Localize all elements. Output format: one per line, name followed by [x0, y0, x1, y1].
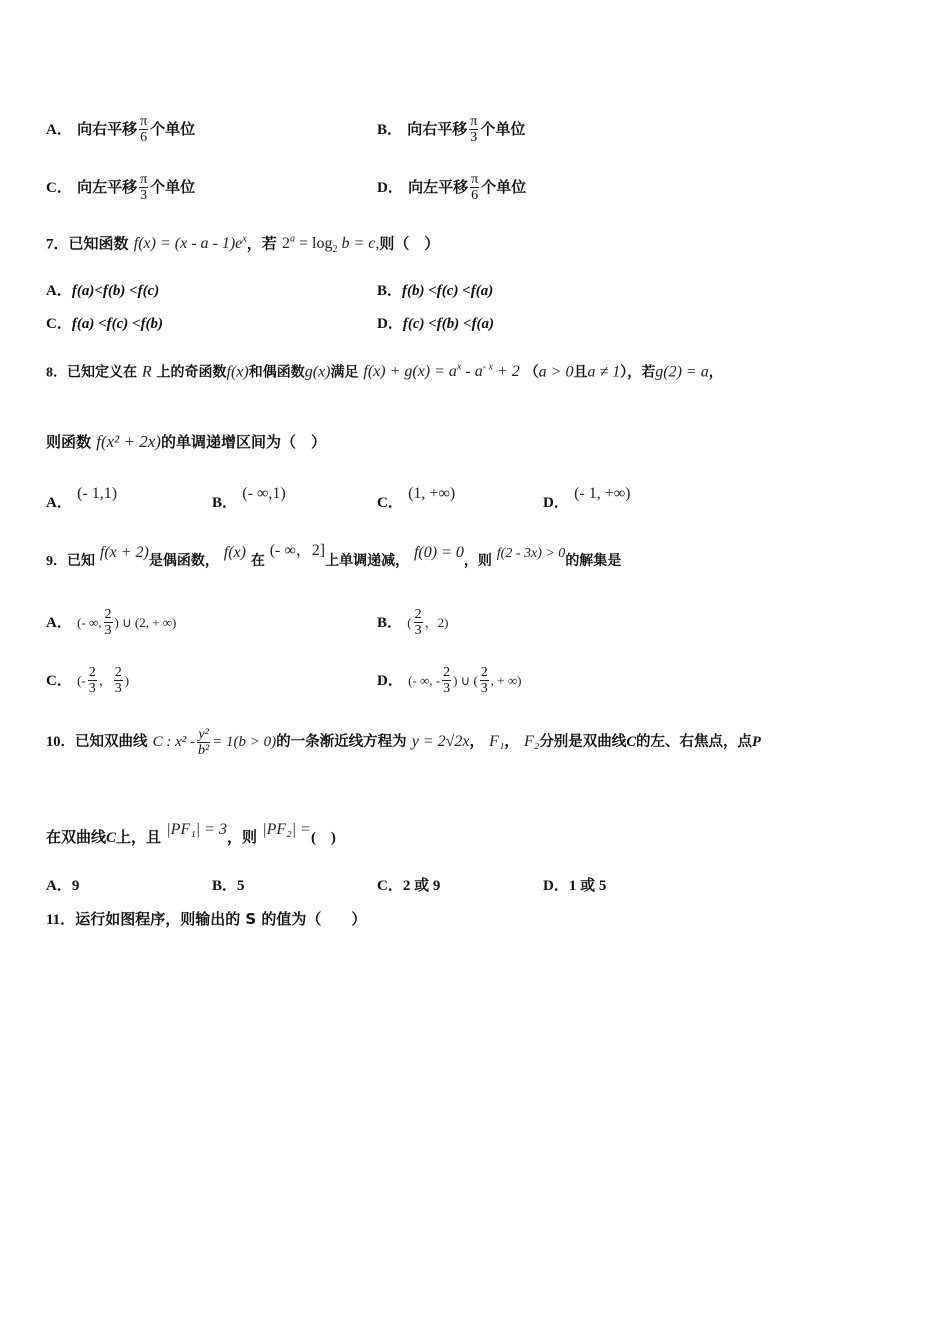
q9-option-c [46, 662, 129, 698]
q6-option-b [377, 114, 525, 145]
numerator: 2 [443, 665, 451, 680]
option-label: C． [46, 316, 72, 332]
numerator: π [470, 114, 478, 129]
question-text: ， [708, 364, 723, 381]
superscript: a [289, 234, 295, 245]
function-formula [134, 235, 247, 252]
fraction [197, 727, 210, 758]
option-text: f(a) <f(c) <f(b) [71, 316, 164, 332]
denominator: 3 [104, 623, 112, 638]
denominator: 3 [114, 681, 122, 696]
q8-option-b [212, 485, 286, 513]
q8-option-c [377, 485, 456, 513]
formula-part: b = c, [337, 235, 380, 253]
q9-stem [46, 542, 622, 572]
fraction [414, 607, 423, 638]
function-zero: f(0) = 0 [413, 544, 464, 561]
option-text: 5 [237, 878, 245, 894]
q10-option-d [543, 875, 606, 896]
function-f: f(x) [223, 544, 246, 561]
pi-fraction [469, 114, 478, 145]
q7-stem [46, 230, 439, 261]
numerator: π [140, 114, 148, 129]
curve-symbol: C [626, 734, 636, 750]
question-text: ，若 [627, 364, 656, 381]
distance-pf2: |PF₂| = [262, 821, 311, 838]
option-text: ( [407, 615, 412, 630]
question-number: 8． [46, 365, 67, 381]
option-text: (- 1, +∞) [574, 485, 631, 502]
q6-option-c [46, 172, 195, 203]
question-text: 在双曲线 [46, 828, 107, 846]
q10-stem-line2 [46, 822, 336, 852]
option-label: D． [543, 495, 569, 511]
distance-pf1: |PF₁| = 3 [166, 821, 227, 838]
q9-option-d [377, 662, 521, 698]
focus-f2: F₂ [523, 733, 540, 750]
option-label: C． [46, 673, 72, 689]
function-f: f(x) [226, 363, 249, 381]
hyperbola-equation: = 1(b > 0) [212, 734, 277, 750]
numerator: π [140, 172, 148, 187]
q11-stem [46, 909, 366, 930]
q7-option-c [46, 313, 163, 334]
option-text: 个单位 [480, 120, 526, 138]
denominator: 6 [140, 130, 148, 145]
option-text: f(c) <f(b) <f(a) [402, 316, 495, 332]
option-label: D． [377, 673, 403, 689]
option-text: 向右平移 [407, 120, 468, 138]
question-text: 且 [573, 364, 588, 381]
pi-fraction [470, 172, 479, 203]
q10-option-b [212, 875, 245, 896]
option-text: 个单位 [150, 120, 196, 138]
superscript: x [242, 234, 247, 245]
q8-option-d [543, 485, 631, 513]
q6-option-d [377, 172, 526, 203]
question-text: 上的奇函数 [156, 364, 227, 381]
paren: （ [524, 364, 539, 381]
option-label: A． [46, 495, 72, 511]
formula-body: f(x) = (x - a - 1)e [133, 235, 243, 253]
formula-part: f(x) + g(x) = a [363, 363, 457, 381]
question-text: 满足 [330, 364, 359, 381]
option-text: 向左平移 [77, 178, 138, 196]
question-number: 7． [46, 236, 69, 253]
formula-part: = log [294, 235, 333, 253]
g-value: g(2) = a [655, 363, 709, 381]
option-text: (- 1,1) [77, 485, 118, 502]
numerator: 2 [414, 607, 422, 622]
question-number: 9． [46, 554, 67, 569]
condition: a > 0 [538, 363, 574, 381]
question-text: 已知双曲线 [75, 734, 148, 750]
formula-part: - a [461, 363, 483, 381]
question-text: ，则 [226, 828, 257, 846]
option-label: C． [46, 180, 72, 196]
question-text: 分别是双曲线 [539, 734, 627, 750]
option-label: A． [46, 878, 72, 894]
option-label: A． [46, 122, 72, 138]
option-label: B． [212, 495, 238, 511]
fraction [104, 607, 113, 638]
option-label: C． [377, 495, 403, 511]
composite-function: f(x² + 2x) [96, 432, 161, 451]
denominator: 3 [480, 681, 488, 696]
q6-option-a [46, 114, 195, 145]
option-label: D． [543, 878, 569, 894]
option-label: B． [377, 122, 403, 138]
q9-option-a [46, 604, 176, 640]
option-text: (- [77, 673, 86, 688]
question-text: 的单调递增区间为（ ） [160, 433, 326, 451]
numerator: y² [198, 726, 209, 742]
question-text: 是偶函数， [148, 553, 219, 569]
question-text: 和偶函数 [248, 364, 305, 381]
q10-option-c [377, 875, 440, 896]
q8-stem-line1 [46, 358, 723, 383]
option-text: (- ∞, [77, 615, 102, 630]
function-shift: f(x + 2) [99, 544, 149, 561]
question-text: ，若 [246, 234, 277, 253]
denominator: 3 [140, 188, 148, 203]
option-text: ) ∪ ( [453, 673, 478, 688]
option-text: 向左平移 [408, 178, 469, 196]
denominator: 3 [443, 681, 451, 696]
option-text: 向右平移 [77, 120, 138, 138]
option-label: A． [46, 283, 72, 299]
question-text: 上，且 [116, 828, 162, 846]
hyperbola-equation: C : x² - [152, 734, 195, 750]
fraction [480, 665, 489, 696]
question-text: 则函数 [46, 433, 92, 451]
option-text: ，2) [424, 615, 449, 630]
question-text: 的解集是 [565, 553, 622, 569]
option-text: (1, +∞) [408, 485, 456, 502]
option-label: C． [377, 878, 403, 894]
question-number: 11． [46, 912, 76, 928]
q7-option-b [377, 280, 493, 301]
paren: ） [620, 364, 628, 381]
focus-f1: F₁ [489, 733, 505, 750]
option-text: (- ∞, - [408, 673, 441, 688]
denominator: 3 [470, 130, 478, 145]
option-text: f(a)<f(b) <f(c) [71, 283, 160, 299]
option-text: 个单位 [481, 178, 527, 196]
interval: (- ∞，2] [269, 542, 326, 559]
pi-fraction [139, 114, 148, 145]
superscript: - x [482, 362, 493, 373]
point-symbol: P [751, 734, 761, 750]
option-label: D． [377, 180, 403, 196]
question-text: 已知定义在 [67, 364, 137, 381]
question-text: ， [469, 734, 484, 750]
numerator: 2 [104, 607, 112, 622]
q7-option-d [377, 313, 494, 334]
option-text: 1 或 5 [568, 878, 607, 894]
question-text: 在 [250, 553, 265, 569]
condition: a ≠ 1 [587, 363, 621, 381]
option-label: A． [46, 615, 72, 631]
q10-stem-line1 [46, 722, 761, 762]
numerator: 2 [480, 665, 488, 680]
question-text: 上单调递减， [325, 553, 410, 569]
numerator: π [471, 172, 479, 187]
fraction [88, 665, 97, 696]
option-text: 2 或 9 [402, 878, 441, 894]
option-text: 个单位 [150, 178, 196, 196]
question-text: 已知 [67, 553, 95, 569]
sum-formula [363, 363, 519, 380]
formula-part: 2 [281, 235, 290, 253]
inequality: f(2 - 3x) > 0 [496, 546, 566, 561]
option-text: ) [124, 673, 130, 688]
asymptote: y = 2√2x [411, 733, 470, 750]
option-text: ) ∪ (2, + ∞) [114, 615, 177, 630]
question-text: ，则 [463, 553, 492, 569]
question-text: 的一条渐近线方程为 [276, 734, 407, 750]
question-text: 运行如图程序，则输出的 S 的值为（ ） [75, 910, 367, 928]
q8-option-a [46, 485, 118, 513]
q8-stem-line2 [46, 432, 326, 452]
question-number: 10． [46, 734, 75, 750]
question-text: 已知函数 [68, 234, 129, 253]
formula-part: + 2 [493, 363, 520, 381]
function-g: g(x) [304, 363, 331, 381]
question-text: ( ) [310, 830, 336, 846]
q10-option-a [46, 875, 79, 896]
question-text: ， [504, 734, 519, 750]
option-label: D． [377, 316, 403, 332]
denominator: 6 [471, 188, 479, 203]
option-text: , + ∞) [490, 673, 522, 688]
option-label: B． [377, 615, 403, 631]
set-symbol: R [141, 363, 152, 381]
denominator: b² [197, 742, 210, 758]
pi-fraction [139, 172, 148, 203]
numerator: 2 [114, 665, 122, 680]
q9-option-b [377, 604, 448, 640]
option-text: f(b) <f(c) <f(a) [402, 283, 494, 299]
curve-symbol: C [106, 830, 117, 846]
option-text: 9 [71, 878, 80, 894]
denominator: 3 [88, 681, 96, 696]
subscript: 2 [332, 244, 338, 256]
numerator: 2 [88, 665, 96, 680]
fraction [114, 665, 123, 696]
superscript: x [456, 362, 462, 373]
denominator: 3 [414, 623, 422, 638]
option-label: B． [212, 878, 238, 894]
question-text: 的左、右焦点，点 [635, 734, 752, 750]
fraction [442, 665, 451, 696]
option-text: ， [98, 673, 112, 688]
condition-formula [281, 234, 380, 256]
option-label: B． [377, 283, 403, 299]
option-text: (- ∞,1) [242, 485, 286, 502]
q7-option-a [46, 280, 159, 301]
question-text: 则（ ） [379, 234, 440, 253]
